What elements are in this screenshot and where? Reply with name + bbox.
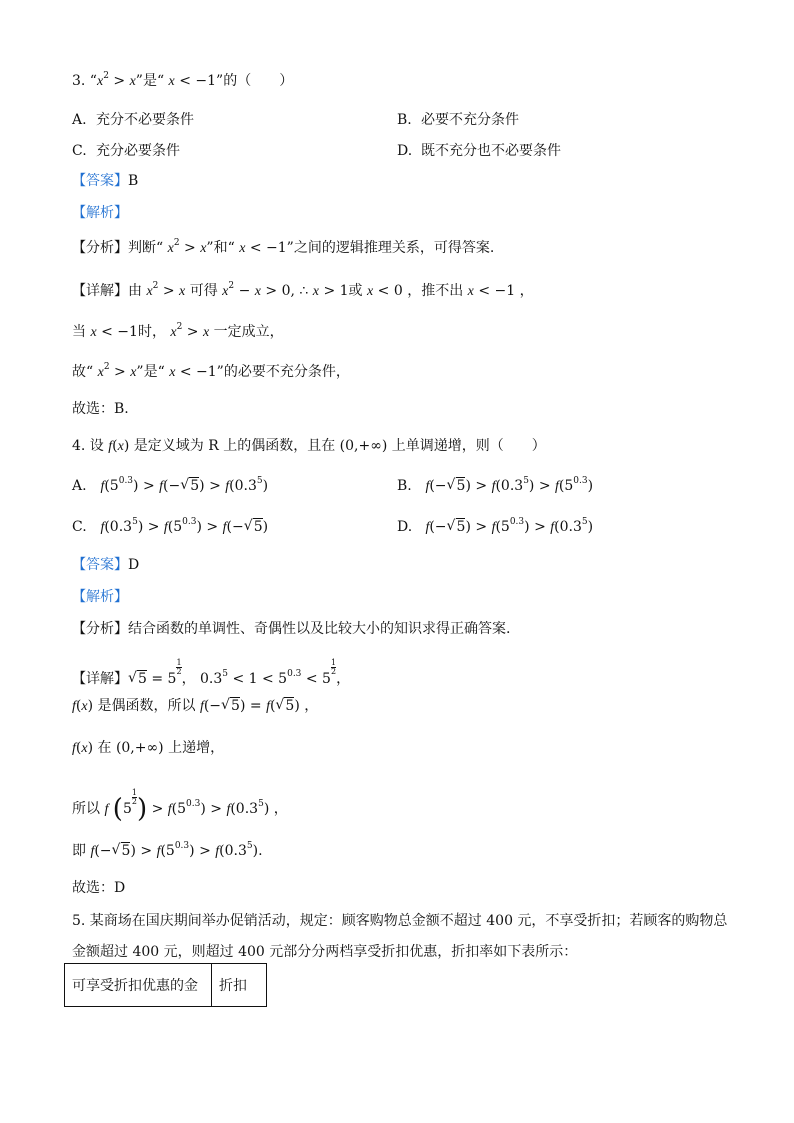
table-row: [65, 964, 267, 1007]
q3-detail-line-2: 当 x < −1时， $x^2 > x$ 一定成立，: [72, 322, 284, 340]
q4-analysis-tag: 【解析】: [72, 589, 128, 605]
q3-choice: 故选：B.: [72, 401, 129, 417]
q4-detail-line-3: f(x) 在 (0,+∞) 上递增，: [72, 740, 225, 756]
q4-option-d: D. f(−√ $5) > f(5^{0.3}) > f(0.3^5)$: [397, 519, 593, 536]
q4-detail-line-1: 【详解】√ 5 = 5 $\frac{1}{2}$ ， $0.3^5 < 1 < 5^{0.3} < 5$ $\frac{1}{2}$ ，: [72, 659, 350, 689]
q3-option-c: C. 充分必要条件: [72, 143, 180, 159]
q3-detail-line-1: 【详解】由 $x^2 > x$ 可得 $x^2 - x > 0$, ∴ x > 1或 x < 0 ，推不出 x < −1 ，: [72, 281, 534, 299]
q3-stem: 3. “$x^2 > x$”是“ x < −1”的（ ）: [72, 71, 294, 89]
q4-option-a: A. $f(5^{0.3}) > f(-√$ $5) > f(0.3^5)$: [72, 478, 268, 495]
q3-option-d: D. 既不充分也不必要条件: [397, 143, 561, 159]
answer-tag: 【答案】: [72, 173, 128, 189]
table-header-cell: 可享受折扣优惠的金: [65, 964, 212, 1007]
q4-fenxi: 【分析】结合函数的单调性、奇偶性以及比较大小的知识求得正确答案.: [72, 621, 511, 637]
table-header-cell: 折扣: [212, 964, 267, 1007]
q4-choice: 故选：D: [72, 880, 126, 896]
q4-answer: 【答案】D: [72, 557, 140, 573]
q3-option-a: A. 充分不必要条件: [72, 112, 194, 128]
q4-stem: 4. 设 f(x) 是定义域为 R 上的偶函数，且在 (0,+∞) 上单调递增，则（ ）: [72, 438, 546, 454]
q4-detail-line-4: 所以 f (5 $\frac{1}{2}$ ) > $f(5^{0.3}) > f(0.3^5)$ ，: [72, 788, 288, 824]
q4-detail-line-5: 即 f(−√ $5) > f(5^{0.3}) > f(0.3^5)$.: [72, 841, 263, 862]
discount-table: [64, 963, 267, 1007]
q3-answer: 【答案】B: [72, 173, 139, 189]
answer-tag: 【答案】: [72, 557, 128, 573]
q4-option-b: B. f(−√ $5) > f(0.3^5) > f(5^{0.3})$: [397, 478, 593, 495]
q5-stem-line-2: 金额超过 400 元，则超过 400 元部分分两档享受折扣优惠，折扣率如下表所示：: [72, 944, 578, 960]
q3-option-b: B. 必要不充分条件: [397, 112, 519, 128]
q3-analysis-tag: 【解析】: [72, 205, 128, 221]
q4-detail-line-2: f(x) 是偶函数，所以 f(−√ 5) = f(√ 5) ，: [72, 696, 318, 717]
q4-option-c: C. $f(0.3^5) > f(5^{0.3}) > f(-√$ 5): [72, 519, 268, 536]
q3-fenxi: 【分析】判断“ $x^2 > x$”和“ x < −1”之间的逻辑推理关系，可得答案.: [72, 238, 495, 256]
q5-stem-line-1: 5. 某商场在国庆期间举办促销活动，规定：顾客购物总金额不超过 400 元，不享受折扣；若顾客的购物总: [72, 913, 728, 929]
q3-detail-line-3: 故“ $x^2 > x$”是“ x < −1”的必要不充分条件，: [72, 362, 350, 380]
